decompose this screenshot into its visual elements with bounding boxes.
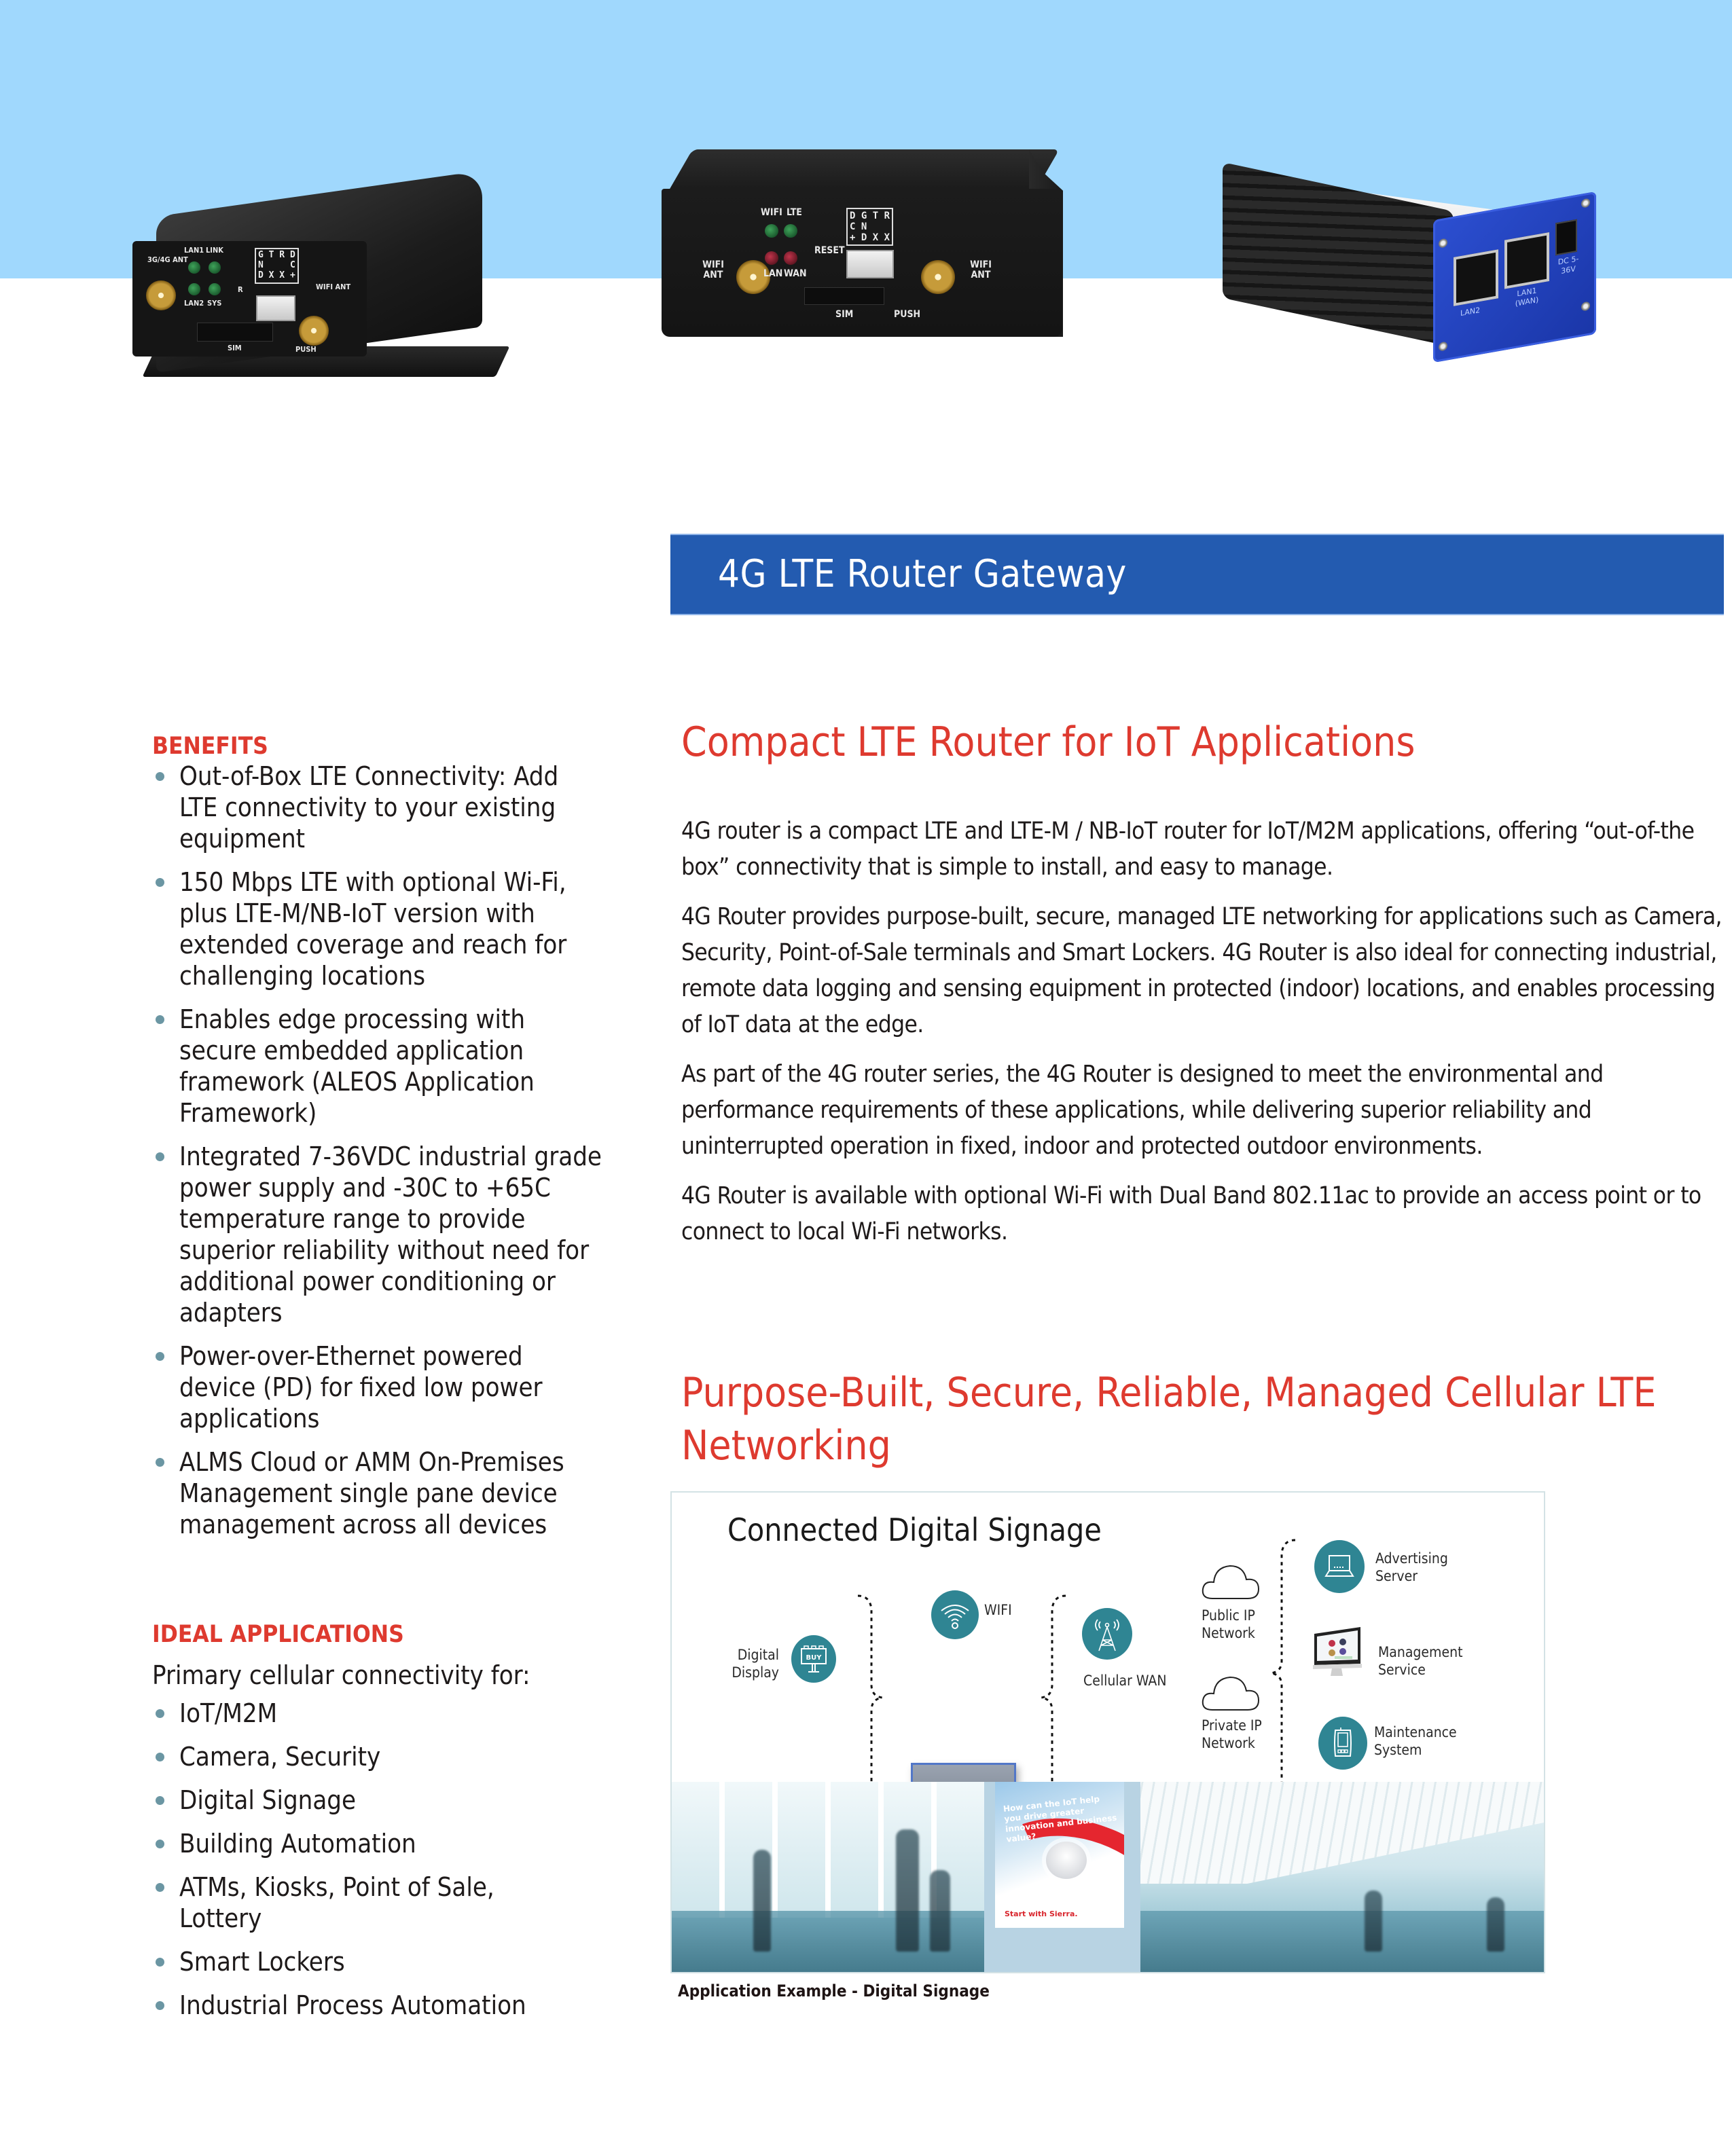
monitor-icon	[1312, 1626, 1366, 1680]
dotted-brace-left	[1269, 1537, 1297, 1809]
drone-image	[1046, 1842, 1087, 1879]
terminal-row: D G T R	[850, 211, 890, 221]
sign-question: How can the IoT help you drive greater innovation and business value?	[1003, 1794, 1117, 1844]
label-wifi-ant-left: WIFI ANT	[702, 259, 724, 281]
terminal-row: + D X X	[850, 232, 890, 244]
label-management-service: Management Service	[1378, 1644, 1463, 1678]
photo-person	[1365, 1890, 1382, 1952]
photo-person	[896, 1829, 919, 1952]
screw-icon	[1439, 238, 1447, 248]
benefit-item: Power-over-Ethernet powered device (PD) for fixed low power applications	[152, 1340, 600, 1434]
label-wifi-ant: WIFI ANT	[316, 282, 351, 291]
label-push: PUSH	[295, 345, 317, 354]
cell-tower-icon	[1082, 1608, 1132, 1660]
photo-person	[753, 1850, 771, 1952]
terminal-connector	[846, 250, 894, 278]
label-maintenance-system: Maintenance System	[1374, 1724, 1457, 1758]
paragraph: As part of the 4G router series, the 4G Router is designed to meet the environmental and performance requirements of these applications, while delivering superior reliability and uninterrupted operation in fixed, indoor and protected outdoor environments.	[681, 1061, 1604, 1160]
label-public-ip-network: Public IP Network	[1202, 1607, 1255, 1641]
billboard-icon	[791, 1635, 836, 1683]
ideal-applications-intro: Primary cellular connectivity for:	[152, 1660, 530, 1690]
section-heading-networking: Purpose-Built, Secure, Reliable, Managed Cellular LTE Networking	[681, 1369, 1657, 1469]
cloud-icon	[1200, 1560, 1261, 1601]
label-lan2: LAN2	[1460, 305, 1481, 318]
paragraph: 4G router is a compact LTE and LTE-M / NB-IoT router for IoT/M2M applications, offering “out-of-the box” connectivity that is simple to install, and easy to manage.	[681, 818, 1695, 881]
photo-person	[930, 1870, 950, 1952]
handheld-device-icon	[1318, 1717, 1367, 1770]
paragraph: 4G Router provides purpose-built, secure, managed LTE networking for applications such as Camera, Security, Point-of-Sale terminals and Smart Lockers. 4G Router is also ideal for connecting industrial, remote data logging and sensing equipment in protected (indoor) locations, and enables processing of IoT data at the edge.	[681, 903, 1722, 1038]
label-lan: LAN	[763, 268, 783, 279]
led-icon	[188, 283, 200, 295]
sim-slot	[804, 287, 884, 305]
application-item: Industrial Process Automation	[152, 1990, 628, 2021]
terminal-row: G T R D	[258, 250, 295, 260]
led-icon	[784, 251, 797, 265]
terminal-row: D X X +	[258, 270, 295, 280]
label-lte: LTE	[787, 207, 802, 218]
antenna-connector-icon	[146, 280, 176, 310]
benefits-heading: BENEFITS	[152, 733, 268, 760]
page-title: 4G LTE Router Gateway	[718, 552, 1127, 596]
led-icon	[209, 283, 221, 295]
dc-power-jack	[1555, 219, 1577, 256]
benefit-item: ALMS Cloud or AMM On-Premises Management single pane device management across all devices	[152, 1446, 614, 1540]
benefit-item: Enables edge processing with secure embedded application framework (ALEOS Application Framework)	[152, 1004, 587, 1129]
router-top	[669, 149, 1060, 190]
led-icon	[209, 261, 221, 274]
main-content	[681, 718, 1727, 1264]
label-advertising-server: Advertising Server	[1375, 1550, 1448, 1584]
ideal-applications-list	[152, 1698, 628, 2021]
label-wan: WAN	[784, 268, 807, 279]
antenna-connector-icon	[921, 260, 955, 294]
title-banner	[670, 534, 1724, 615]
label-lan2: LAN2	[184, 299, 204, 308]
screw-icon	[1581, 198, 1590, 208]
application-item: IoT/M2M	[152, 1698, 628, 1729]
label-3g4g-ant: 3G/4G ANT	[147, 255, 188, 264]
spacer	[681, 766, 1727, 814]
screw-icon	[1581, 301, 1590, 311]
label-sim: SIM	[228, 344, 242, 352]
laptop-icon	[1314, 1540, 1365, 1593]
terminal-legend	[846, 208, 893, 246]
ideal-applications-heading: IDEAL APPLICATIONS	[152, 1621, 404, 1648]
router-heatsink-body	[1223, 162, 1454, 347]
sim-slot	[197, 323, 273, 342]
application-item: Camera, Security	[152, 1741, 628, 1772]
cloud-icon	[1200, 1672, 1261, 1713]
label-digital-display: Digital Display	[732, 1647, 779, 1681]
label-lan1-wan: LAN1 (WAN)	[1515, 286, 1539, 308]
led-icon	[765, 251, 778, 265]
router-front-panel	[1433, 191, 1596, 363]
photo-person	[1487, 1897, 1504, 1952]
label-dc-input: DC 5-36V	[1557, 254, 1579, 276]
router-front-panel	[132, 241, 367, 357]
airport-digital-signage-photo	[672, 1782, 1544, 1972]
photo-ceiling	[1120, 1782, 1544, 1884]
svg-text:BUY: BUY	[806, 1654, 822, 1662]
label-wifi: WIFI	[761, 207, 782, 218]
ethernet-port-lan1	[1504, 232, 1549, 289]
router-front-panel	[662, 189, 1062, 337]
terminal-row: N C	[258, 259, 295, 270]
ethernet-port-lan2	[1454, 249, 1498, 306]
label-sim: SIM	[835, 309, 854, 320]
section-networking	[681, 1366, 1700, 1472]
label-reset: RESET	[814, 245, 845, 256]
application-item: ATMs, Kiosks, Point of Sale, Lottery	[152, 1871, 560, 1934]
sidebar-column	[152, 732, 628, 2033]
diagram-title: Connected Digital Signage	[727, 1512, 1102, 1548]
label-reset: R	[238, 285, 243, 294]
dotted-brace-left	[1040, 1593, 1067, 1804]
application-item: Digital Signage	[152, 1785, 628, 1816]
led-icon	[784, 224, 797, 238]
terminal-row: C N	[850, 221, 867, 233]
product-image-router-a	[122, 194, 523, 418]
screw-icon	[1439, 341, 1447, 351]
antenna-connector-icon	[299, 316, 329, 346]
terminal-legend	[255, 248, 299, 284]
section-heading-compact-router: Compact LTE Router for IoT Applications	[681, 718, 1415, 766]
label-wifi-ant-right: WIFI ANT	[970, 259, 992, 281]
product-image-router-b	[659, 149, 1080, 401]
product-image-router-c	[1209, 173, 1617, 370]
sign-call-to-action: Start with Sierra.	[1005, 1910, 1078, 1918]
label-private-ip-network: Private IP Network	[1202, 1717, 1262, 1751]
led-icon	[188, 261, 200, 274]
benefit-item: Out-of-Box LTE Connectivity: Add LTE connectivity to your existing equipment	[152, 761, 594, 854]
wifi-icon	[931, 1590, 979, 1639]
paragraph: 4G Router is available with optional Wi-Fi with Dual Band 802.11ac to provide an access point or to connect to local Wi-Fi networks.	[681, 1182, 1701, 1245]
application-item: Building Automation	[152, 1828, 628, 1859]
led-icon	[765, 224, 778, 238]
label-cellular-wan: Cellular WAN	[1083, 1673, 1167, 1689]
benefits-list	[152, 761, 628, 1540]
benefit-item: 150 Mbps LTE with optional Wi-Fi, plus LTE-M/NB-IoT version with extended coverage and reach for challenging locations	[152, 866, 600, 991]
terminal-connector	[256, 295, 295, 321]
connected-digital-signage-diagram	[670, 1491, 1545, 1973]
application-item: Smart Lockers	[152, 1946, 628, 1977]
label-link: LINK	[206, 246, 223, 255]
label-lan1: LAN1	[184, 246, 204, 255]
label-wifi: WIFI	[984, 1602, 1012, 1618]
label-push: PUSH	[894, 309, 921, 320]
figure-caption: Application Example - Digital Signage	[678, 1981, 990, 2000]
digital-sign-screen	[995, 1782, 1124, 1928]
label-sys: SYS	[207, 299, 222, 308]
dotted-brace-right	[856, 1593, 884, 1804]
benefit-item: Integrated 7-36VDC industrial grade power supply and -30C to +65C temperature range to provide superior reliability without need for additional power conditioning or adapters	[152, 1141, 628, 1328]
